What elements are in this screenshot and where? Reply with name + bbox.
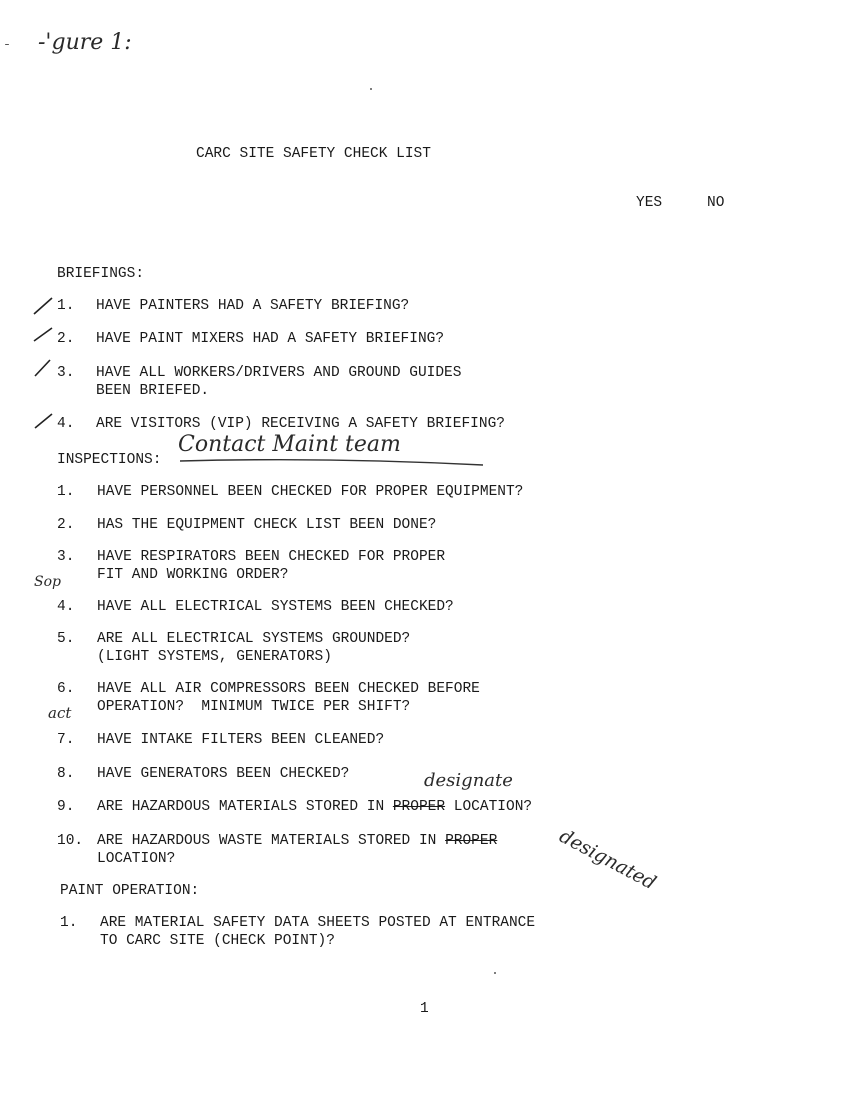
section-heading-briefings: BRIEFINGS: [57,266,145,282]
item-text: ARE VISITORS (VIP) RECEIVING A SAFETY BRIEFING? [96,416,505,432]
item-text: ARE ALL ELECTRICAL SYSTEMS GROUNDED? [97,631,411,647]
item-text: HAVE GENERATORS BEEN CHECKED? [97,766,350,782]
item-number: 9. [57,799,75,815]
item-text: HAVE INTAKE FILTERS BEEN CLEANED? [97,732,385,748]
item-text-after: LOCATION? [445,799,533,815]
item-number: 1. [57,298,75,314]
item-text-before: ARE HAZARDOUS WASTE MATERIALS STORED IN [97,833,446,849]
item-text: ARE MATERIAL SAFETY DATA SHEETS POSTED AT ENTRANCE [100,915,536,931]
handwritten-note: Sop [34,574,61,590]
handwritten-underline [178,455,488,469]
item-number: 2. [57,331,75,347]
document-title: CARC SITE SAFETY CHECK LIST [196,146,431,162]
handwritten-note-contact: Contact Maint team [178,432,401,457]
item-text-continued: OPERATION? MINIMUM TWICE PER SHIFT? [97,699,411,715]
section-heading-paint-operation: PAINT OPERATION: [60,883,200,899]
handwritten-note: designate [424,770,513,791]
item-number: 3. [57,365,75,381]
item-number: 5. [57,631,75,647]
handwritten-header: -'gure 1: [38,30,132,55]
item-text [97,798,532,816]
section-heading-inspections: INSPECTIONS: [57,452,162,468]
item-number: 8. [57,766,75,782]
item-text-before: ARE HAZARDOUS MATERIALS STORED IN [97,799,393,815]
item-text-continued: LOCATION? [97,851,176,867]
item-number: 10. [57,833,84,849]
handwritten-note: designated [555,825,660,895]
item-text [97,832,497,850]
item-number: 4. [57,599,75,615]
item-text: HAVE PERSONNEL BEEN CHECKED FOR PROPER EQUIPMENT? [97,484,524,500]
item-number: 1. [57,484,75,500]
item-number: 7. [57,732,75,748]
column-no: NO [707,195,725,211]
item-text-continued: (LIGHT SYSTEMS, GENERATORS) [97,649,332,665]
handwritten-note: act [48,704,72,722]
struck-word: PROPER [445,833,498,849]
page-number: 1 [420,1001,429,1017]
item-text-continued: BEEN BRIEFED. [96,383,210,399]
item-text: HAVE RESPIRATORS BEEN CHECKED FOR PROPER [97,549,446,565]
item-number: 1. [60,915,78,931]
item-number: 6. [57,681,75,697]
item-text: HAVE ALL WORKERS/DRIVERS AND GROUND GUIDES [96,365,462,381]
item-text: HAVE PAINTERS HAD A SAFETY BRIEFING? [96,298,410,314]
item-text: HAVE ALL ELECTRICAL SYSTEMS BEEN CHECKED? [97,599,454,615]
column-yes: YES [636,195,663,211]
scan-speck [5,44,9,45]
struck-word: PROPER [392,799,446,815]
scan-speck [494,972,496,974]
item-number: 3. [57,549,75,565]
scan-speck [370,88,372,90]
item-text-continued: TO CARC SITE (CHECK POINT)? [100,933,335,949]
item-text-continued: FIT AND WORKING ORDER? [97,567,289,583]
item-text: HAVE PAINT MIXERS HAD A SAFETY BRIEFING? [96,331,445,347]
check-marks-handwritten [30,296,60,436]
item-number: 4. [57,416,75,432]
item-text: HAS THE EQUIPMENT CHECK LIST BEEN DONE? [97,517,437,533]
item-text: HAVE ALL AIR COMPRESSORS BEEN CHECKED BEFORE [97,681,480,697]
item-number: 2. [57,517,75,533]
